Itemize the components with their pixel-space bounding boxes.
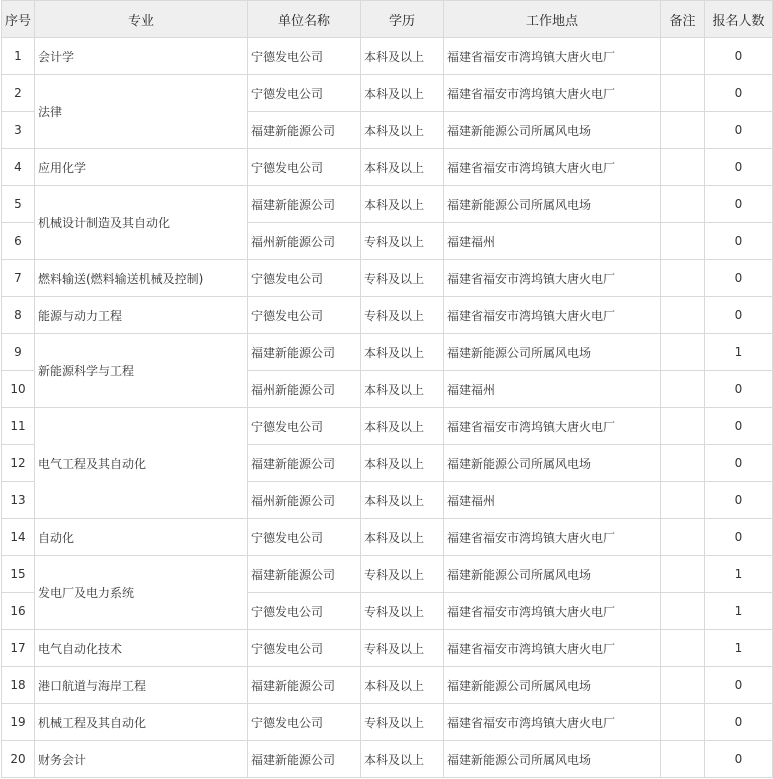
cell-serial: 10 [2, 371, 35, 408]
cell-serial: 11 [2, 408, 35, 445]
cell-serial: 6 [2, 223, 35, 260]
table-body [2, 38, 773, 778]
cell-applicants: 1 [705, 556, 773, 593]
cell-applicants: 0 [705, 482, 773, 519]
table-row [2, 186, 773, 223]
table-row [2, 334, 773, 371]
cell-applicants: 0 [705, 223, 773, 260]
cell-major: 能源与动力工程 [35, 297, 248, 334]
cell-applicants: 0 [705, 38, 773, 75]
cell-note [661, 186, 705, 223]
cell-major: 财务会计 [35, 741, 248, 778]
cell-note [661, 223, 705, 260]
cell-location: 福建省福安市湾坞镇大唐火电厂 [444, 260, 661, 297]
header-major: 专业 [35, 1, 248, 38]
cell-education: 专科及以上 [361, 630, 444, 667]
cell-unit: 福建新能源公司 [248, 334, 361, 371]
cell-education: 专科及以上 [361, 297, 444, 334]
cell-education: 本科及以上 [361, 741, 444, 778]
cell-note [661, 519, 705, 556]
cell-unit: 宁德发电公司 [248, 297, 361, 334]
cell-note [661, 334, 705, 371]
cell-education: 本科及以上 [361, 519, 444, 556]
cell-note [661, 112, 705, 149]
cell-location: 福建新能源公司所属风电场 [444, 741, 661, 778]
cell-serial: 16 [2, 593, 35, 630]
cell-note [661, 667, 705, 704]
cell-location: 福建省福安市湾坞镇大唐火电厂 [444, 630, 661, 667]
cell-unit: 宁德发电公司 [248, 408, 361, 445]
cell-major: 法律 [35, 75, 248, 149]
table-row [2, 38, 773, 75]
cell-location: 福建省福安市湾坞镇大唐火电厂 [444, 149, 661, 186]
cell-major: 发电厂及电力系统 [35, 556, 248, 630]
cell-unit: 福州新能源公司 [248, 223, 361, 260]
cell-serial: 8 [2, 297, 35, 334]
cell-location: 福建新能源公司所属风电场 [444, 334, 661, 371]
cell-unit: 宁德发电公司 [248, 75, 361, 112]
cell-note [661, 38, 705, 75]
table-row [2, 297, 773, 334]
cell-unit: 宁德发电公司 [248, 260, 361, 297]
cell-major: 燃料输送(燃料输送机械及控制) [35, 260, 248, 297]
cell-education: 本科及以上 [361, 38, 444, 75]
cell-note [661, 408, 705, 445]
cell-applicants: 1 [705, 593, 773, 630]
cell-serial: 2 [2, 75, 35, 112]
cell-applicants: 0 [705, 186, 773, 223]
cell-education: 本科及以上 [361, 75, 444, 112]
cell-unit: 宁德发电公司 [248, 519, 361, 556]
recruitment-table [1, 0, 773, 778]
cell-location: 福建福州 [444, 223, 661, 260]
cell-major: 电气工程及其自动化 [35, 408, 248, 519]
cell-major: 机械工程及其自动化 [35, 704, 248, 741]
cell-unit: 福建新能源公司 [248, 667, 361, 704]
cell-serial: 3 [2, 112, 35, 149]
cell-applicants: 0 [705, 445, 773, 482]
cell-unit: 福建新能源公司 [248, 741, 361, 778]
cell-location: 福建省福安市湾坞镇大唐火电厂 [444, 408, 661, 445]
cell-major: 应用化学 [35, 149, 248, 186]
cell-education: 本科及以上 [361, 667, 444, 704]
cell-education: 本科及以上 [361, 334, 444, 371]
cell-education: 专科及以上 [361, 704, 444, 741]
cell-note [661, 260, 705, 297]
cell-applicants: 0 [705, 741, 773, 778]
header-row [2, 1, 773, 38]
cell-note [661, 556, 705, 593]
table-row [2, 75, 773, 112]
cell-location: 福建新能源公司所属风电场 [444, 186, 661, 223]
cell-location: 福建福州 [444, 482, 661, 519]
cell-applicants: 0 [705, 704, 773, 741]
cell-applicants: 0 [705, 112, 773, 149]
header-applicants: 报名人数 [705, 1, 773, 38]
header-location: 工作地点 [444, 1, 661, 38]
cell-location: 福建新能源公司所属风电场 [444, 112, 661, 149]
cell-education: 本科及以上 [361, 371, 444, 408]
cell-applicants: 0 [705, 371, 773, 408]
cell-unit: 福州新能源公司 [248, 482, 361, 519]
header-note: 备注 [661, 1, 705, 38]
cell-applicants: 0 [705, 75, 773, 112]
cell-location: 福建福州 [444, 371, 661, 408]
cell-education: 专科及以上 [361, 556, 444, 593]
cell-serial: 19 [2, 704, 35, 741]
cell-major: 新能源科学与工程 [35, 334, 248, 408]
table-row [2, 260, 773, 297]
cell-unit: 福建新能源公司 [248, 556, 361, 593]
cell-serial: 13 [2, 482, 35, 519]
cell-note [661, 630, 705, 667]
cell-serial: 20 [2, 741, 35, 778]
cell-note [661, 741, 705, 778]
header-education: 学历 [361, 1, 444, 38]
cell-serial: 9 [2, 334, 35, 371]
cell-note [661, 704, 705, 741]
cell-note [661, 297, 705, 334]
cell-applicants: 0 [705, 260, 773, 297]
cell-serial: 12 [2, 445, 35, 482]
cell-serial: 14 [2, 519, 35, 556]
cell-serial: 1 [2, 38, 35, 75]
cell-note [661, 75, 705, 112]
cell-major: 会计学 [35, 38, 248, 75]
cell-location: 福建省福安市湾坞镇大唐火电厂 [444, 704, 661, 741]
cell-applicants: 1 [705, 630, 773, 667]
cell-unit: 宁德发电公司 [248, 38, 361, 75]
header-unit: 单位名称 [248, 1, 361, 38]
table-row [2, 630, 773, 667]
cell-unit: 宁德发电公司 [248, 149, 361, 186]
cell-note [661, 445, 705, 482]
cell-education: 本科及以上 [361, 149, 444, 186]
header-serial: 序号 [2, 1, 35, 38]
cell-location: 福建省福安市湾坞镇大唐火电厂 [444, 297, 661, 334]
cell-unit: 福州新能源公司 [248, 371, 361, 408]
cell-education: 本科及以上 [361, 186, 444, 223]
cell-location: 福建新能源公司所属风电场 [444, 556, 661, 593]
table-row [2, 556, 773, 593]
cell-note [661, 371, 705, 408]
cell-serial: 17 [2, 630, 35, 667]
cell-serial: 4 [2, 149, 35, 186]
cell-major: 电气自动化技术 [35, 630, 248, 667]
table-row [2, 519, 773, 556]
cell-serial: 15 [2, 556, 35, 593]
cell-unit: 宁德发电公司 [248, 704, 361, 741]
cell-education: 专科及以上 [361, 593, 444, 630]
cell-education: 专科及以上 [361, 260, 444, 297]
cell-applicants: 0 [705, 297, 773, 334]
cell-major: 机械设计制造及其自动化 [35, 186, 248, 260]
cell-serial: 5 [2, 186, 35, 223]
cell-major: 自动化 [35, 519, 248, 556]
cell-unit: 宁德发电公司 [248, 630, 361, 667]
table-row [2, 741, 773, 778]
cell-applicants: 0 [705, 667, 773, 704]
cell-education: 专科及以上 [361, 223, 444, 260]
cell-note [661, 593, 705, 630]
cell-unit: 福建新能源公司 [248, 445, 361, 482]
cell-serial: 7 [2, 260, 35, 297]
cell-unit: 宁德发电公司 [248, 593, 361, 630]
cell-education: 本科及以上 [361, 112, 444, 149]
cell-location: 福建省福安市湾坞镇大唐火电厂 [444, 593, 661, 630]
cell-unit: 福建新能源公司 [248, 186, 361, 223]
table-row [2, 408, 773, 445]
cell-location: 福建新能源公司所属风电场 [444, 445, 661, 482]
cell-applicants: 0 [705, 519, 773, 556]
cell-note [661, 482, 705, 519]
cell-serial: 18 [2, 667, 35, 704]
cell-location: 福建省福安市湾坞镇大唐火电厂 [444, 519, 661, 556]
cell-location: 福建省福安市湾坞镇大唐火电厂 [444, 75, 661, 112]
table-row [2, 667, 773, 704]
cell-unit: 福建新能源公司 [248, 112, 361, 149]
cell-note [661, 149, 705, 186]
cell-major: 港口航道与海岸工程 [35, 667, 248, 704]
table-row [2, 149, 773, 186]
cell-applicants: 1 [705, 334, 773, 371]
cell-location: 福建新能源公司所属风电场 [444, 667, 661, 704]
cell-applicants: 0 [705, 149, 773, 186]
cell-education: 本科及以上 [361, 482, 444, 519]
table-row [2, 704, 773, 741]
cell-applicants: 0 [705, 408, 773, 445]
cell-education: 本科及以上 [361, 408, 444, 445]
cell-education: 本科及以上 [361, 445, 444, 482]
cell-location: 福建省福安市湾坞镇大唐火电厂 [444, 38, 661, 75]
